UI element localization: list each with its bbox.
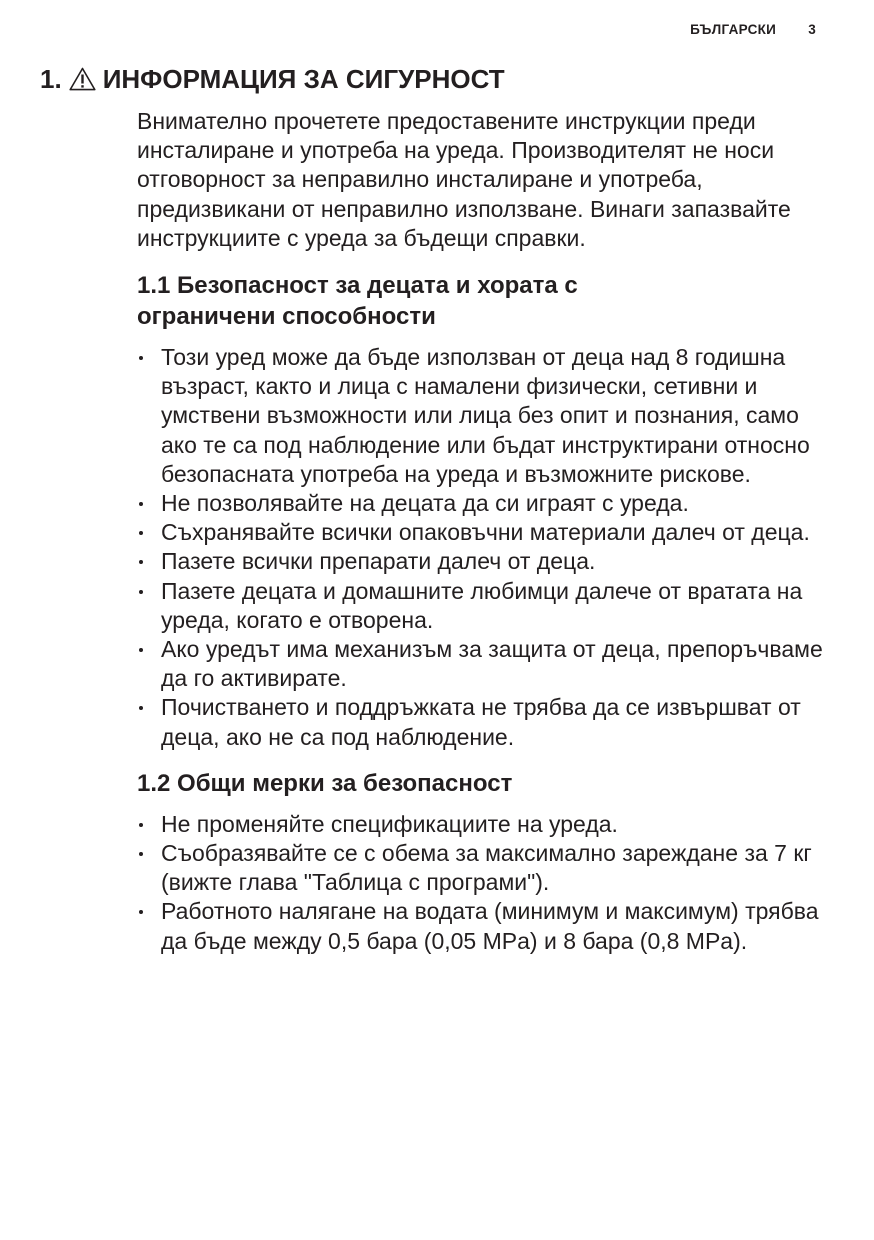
list-item-text: Не позволявайте на децата да си играят с уреда. [161,490,689,517]
section-heading-1-1-line2: ограничени способности [137,303,436,331]
section-heading-1-2: 1.2 Общи мерки за безопасност [137,769,513,797]
bullet-icon [139,852,143,856]
section-heading-1-1-line1: 1.1 Безопасност за децата и хората с [137,272,578,300]
chapter-number: 1. [40,64,62,94]
bullet-icon [139,356,143,360]
list-item-text: Този уред може да бъде използван от деца над 8 годишна възраст, както и лица с намалени физически, сетивни и умствени възможности или лица без опит и познания, само ако те са под наблюдение или бъдат инструктирани относно безопасната употреба на уреда и възможните рискове. [161,344,810,487]
bullet-icon [139,560,143,564]
list-item-text: Не променяйте спецификациите на уреда. [161,810,618,837]
page-content [137,107,837,956]
list-item [137,547,837,576]
list-item [137,810,837,839]
section-1-1-list [137,343,837,752]
chapter-title-text: ИНФОРМАЦИЯ ЗА СИГУРНОСТ [102,64,505,94]
list-item [137,518,837,547]
bullet-icon [139,502,143,506]
list-item-text: Ако уредът има механизъм за защита от деца, препоръчваме да го активирате. [161,636,823,692]
list-item [137,693,837,751]
list-item-text: Работното налягане на водата (минимум и максимум) трябва да бъде между 0,5 бара (0,05 MPa) и 8 бара (0,8 MPa). [161,898,819,954]
intro-paragraph: Внимателно прочетете предоставените инструкции преди инсталиране и употреба на уреда. Производителят не носи отговорност за неправилно инсталиране и употреба, предизвикани от неправилно използване. Винаги запазвайте инструкциите с уреда за бъдещи справки. [137,108,791,251]
list-item-text: Почистването и поддръжката не трябва да се извършват от деца, ако не са под наблюдение. [161,694,801,750]
section-heading-1-1 [137,270,837,332]
bullet-icon [139,823,143,827]
bullet-icon [139,910,143,914]
list-item [137,343,837,489]
section-1-2-list [137,810,837,956]
chapter-title [40,62,505,96]
list-item-text: Съобразявайте се с обема за максимално зареждане за 7 кг (вижте глава "Таблица с програми"). [161,840,812,896]
list-item [137,577,837,635]
warning-triangle-icon [69,67,96,91]
list-item [137,839,837,897]
header-language: БЪЛГАРСКИ [690,22,777,37]
list-item [137,635,837,693]
bullet-icon [139,648,143,652]
list-item-text: Съхранявайте всички опаковъчни материали далеч от деца. [161,519,810,546]
running-header [690,22,816,37]
page-number: 3 [808,22,816,37]
list-item-text: Пазете всички препарати далеч от деца. [161,548,596,575]
list-item [137,897,837,955]
bullet-icon [139,706,143,710]
list-item-text: Пазете децата и домашните любимци далече от вратата на уреда, когато е отворена. [161,577,803,633]
list-item [137,489,837,518]
bullet-icon [139,590,143,594]
bullet-icon [139,531,143,535]
